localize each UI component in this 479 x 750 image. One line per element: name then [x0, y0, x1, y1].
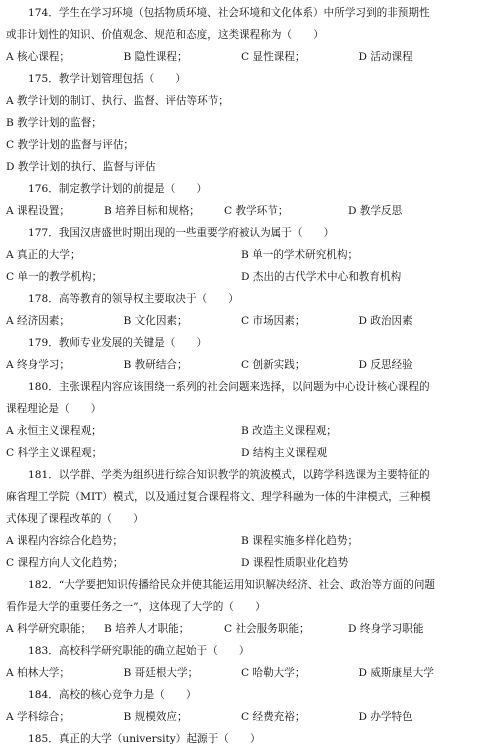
options-row — [6, 244, 476, 266]
option-item: C 创新实践； — [241, 359, 306, 371]
option-item: A 课程设置； — [6, 205, 70, 217]
question-continuation: 式体现了课程改革的（ ） — [6, 513, 144, 525]
option-item: B 改造主义课程观； — [241, 425, 337, 437]
option-item: A 经济因素； — [6, 315, 70, 327]
question-line: 183．高校科学研究职能的确立起始于（ ） — [28, 645, 250, 657]
options-row — [6, 706, 476, 728]
options-row — [6, 530, 476, 552]
question-continuation: 看作是大学的重要任务之一”，这体现了大学的（ ） — [6, 601, 266, 613]
option-item: D 终身学习职能 — [348, 623, 424, 635]
option-item: A 核心课程； — [6, 51, 70, 63]
question-continuation: 麻省理工学院（MIT）模式，以及通过复合课程将文、理学科融为一体的牛津模式，三种模 — [6, 491, 431, 503]
option-item: B 文化因素； — [123, 315, 188, 327]
option-item: A 学科综合； — [6, 711, 70, 723]
option-item: C 社会服务职能； — [224, 623, 310, 635]
option-item: D 教学反思 — [348, 205, 403, 217]
options-row — [6, 618, 476, 640]
options-row — [6, 46, 476, 68]
options-row — [6, 200, 476, 222]
options-row — [6, 310, 476, 332]
option-item: B 课程实施多样化趋势； — [241, 535, 359, 547]
question-line: 177．我国汉唐盛世时期出现的一些重要学府被认为属于（ ） — [28, 227, 335, 239]
option-item: D 政治因素 — [358, 315, 413, 327]
question-continuation: 课程理论是（ ） — [6, 403, 102, 415]
question-line: 180．主张课程内容应该围绕一系列的社会问题来选择，以问题为中心设计核心课程的 — [28, 381, 430, 393]
options-row — [6, 552, 476, 574]
option-item: B 培养目标和规格； — [104, 205, 200, 217]
option-item: C 课程方向人文化趋势； — [6, 557, 124, 569]
option-item: B 教研结合； — [123, 359, 188, 371]
option-item: C 科学主义课程观； — [6, 447, 103, 459]
option-item: D 结构主义课程观 — [241, 447, 328, 459]
question-line: 176．制定教学计划的前提是（ ） — [28, 183, 208, 195]
options-row — [6, 662, 476, 684]
option-line: B 教学计划的监督； — [6, 117, 102, 129]
option-item: D 反思经验 — [358, 359, 413, 371]
option-item: C 经费充裕； — [241, 711, 306, 723]
question-line: 178．高等教育的领导权主要取决于（ ） — [28, 293, 239, 305]
option-item: C 教学环节； — [224, 205, 289, 217]
options-row — [6, 420, 476, 442]
question-continuation: 或非计划性的知识、价值观念、规范和态度，这类课程称为（ ） — [6, 29, 324, 41]
option-item: D 活动课程 — [358, 51, 413, 63]
option-item: C 单一的教学机构； — [6, 271, 103, 283]
option-item: A 永恒主义课程观； — [6, 425, 102, 437]
option-item: C 哈勒大学； — [241, 667, 306, 679]
option-item: A 柏林大学； — [6, 667, 70, 679]
option-line: D 教学计划的执行、监督与评估 — [6, 161, 156, 173]
options-row — [6, 354, 476, 376]
option-item: B 隐性课程； — [123, 51, 188, 63]
option-item: D 课程性质职业化趋势 — [241, 557, 349, 569]
options-row — [6, 266, 476, 288]
option-item: D 威斯康星大学 — [358, 667, 434, 679]
document-page — [6, 2, 476, 750]
question-line: 185．真正的大学（university）起源于（ ） — [28, 733, 261, 745]
option-item: A 真正的大学； — [6, 249, 81, 261]
question-line: 174．学生在学习环境（包括物质环境、社会环境和文化体系）中所学习到的非预期性 — [28, 7, 430, 19]
option-item: D 杰出的古代学术中心和教育机构 — [241, 271, 402, 283]
question-line: 182．“大学要把知识传播给民众并使其能运用知识解决经济、社会、政治等方面的问题 — [28, 579, 436, 591]
option-item: B 培养人才职能； — [104, 623, 190, 635]
option-item: B 单一的学术研究机构； — [241, 249, 359, 261]
option-item: A 课程内容综合化趋势； — [6, 535, 123, 547]
options-row — [6, 442, 476, 464]
option-item: A 科学研究职能； — [6, 623, 92, 635]
option-item: D 办学特色 — [358, 711, 413, 723]
option-item: B 哥廷根大学； — [123, 667, 199, 679]
option-line: C 教学计划的监督与评估； — [6, 139, 135, 151]
question-line: 181．以学群、学类为组织进行综合知识教学的筑波模式，以跨学科选课为主要特征的 — [28, 469, 430, 481]
option-item: A 终身学习； — [6, 359, 70, 371]
question-line: 175．教学计划管理包括（ ） — [28, 73, 186, 85]
question-line: 184．高校的核心竞争力是（ ） — [28, 689, 197, 701]
option-line: A 教学计划的制订、执行、监督、评估等环节； — [6, 95, 229, 107]
option-item: C 显性课程； — [241, 51, 306, 63]
question-line: 179．教师专业发展的关键是（ ） — [28, 337, 208, 349]
option-item: C 市场因素； — [241, 315, 306, 327]
option-item: B 规模效应； — [123, 711, 188, 723]
